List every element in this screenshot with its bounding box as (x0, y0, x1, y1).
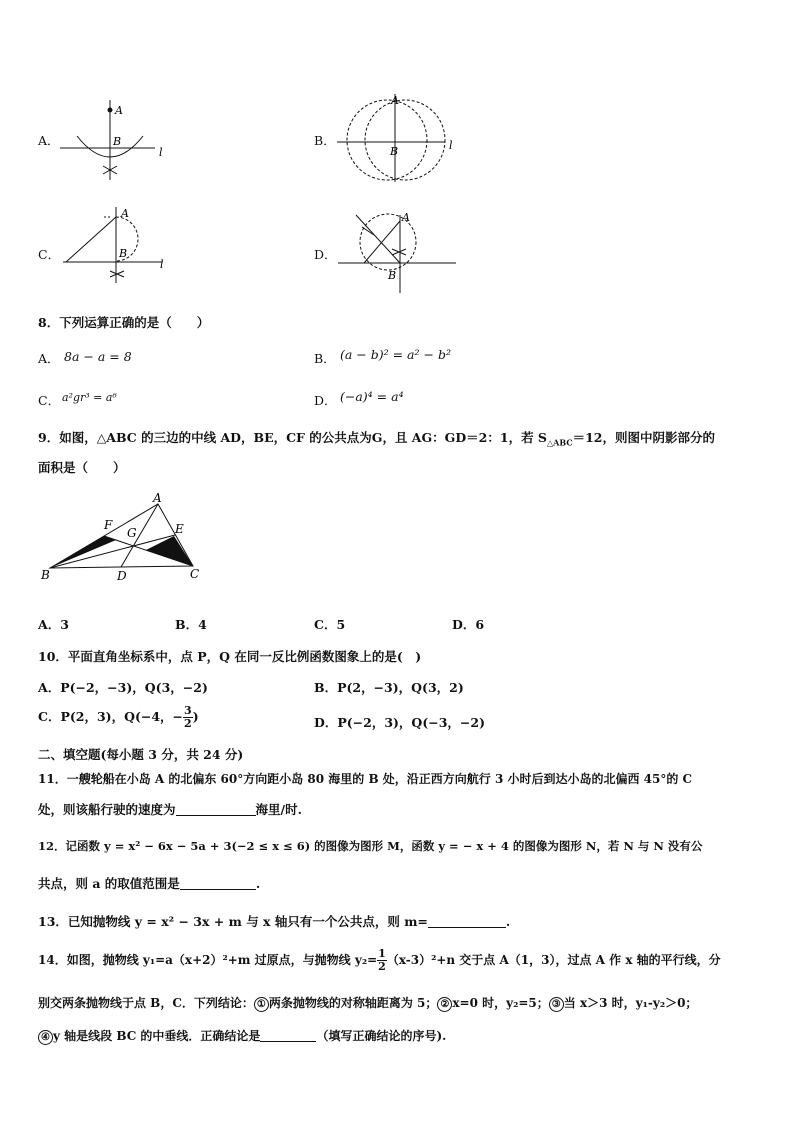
q14-answer-blank[interactable] (260, 1029, 316, 1042)
q7-c-line-l: l (160, 258, 164, 271)
q10-option-a: A．P(−2，−3)，Q(3，−2) (38, 680, 208, 695)
section-2-heading: 二、填空题(每小题 3 分，共 24 分) (38, 747, 244, 762)
q9-label-a: A (153, 491, 162, 505)
q7-figure-c (58, 205, 178, 285)
q7-option-b-label: B． (314, 133, 336, 148)
q14-circled-2: ② (437, 997, 452, 1012)
q14-line3: ④ y 轴是线段 BC 的中垂线．正确结论是 （填写正确结论的序号). (38, 1027, 446, 1045)
q8-option-c-label: C． (38, 393, 61, 408)
q14-line2: 别交两条抛物线于点 B，C．下列结论： ① 两条抛物线的对称轴距离为 5； ② x=0 时，y₂=5； ③ 当 x＞3 时，y₁-y₂＞0； (38, 996, 698, 1010)
q9-label-f: F (104, 518, 113, 532)
q12-line2: 共点，则 a 的取值范围是 . (38, 876, 261, 891)
q9-option-a: A．3 (38, 617, 69, 632)
q10-stem: 10．平面直角坐标系中，点 P，Q 在同一反比例函数图象上的是( ) (38, 649, 422, 664)
q10-c-fraction: $\frac{3}{2}$ (184, 704, 192, 730)
q9-label-b: B (41, 568, 50, 582)
q7-c-point-a: A (121, 207, 129, 220)
q7-option-a-label: A． (38, 133, 60, 148)
q9-area-subscript: △ABC (546, 437, 573, 448)
q7-a-line-l: l (159, 146, 163, 159)
q8-option-a-expr: 8a − a = 8 (64, 349, 132, 364)
q7-a-point-b: B (113, 135, 122, 148)
q7-b-line-l: l (449, 139, 453, 152)
q9-label-c: C (190, 567, 200, 581)
q10-option-d: D．P(−2，3)，Q(−3，−2) (314, 715, 485, 730)
q9-label-d: D (117, 569, 127, 582)
q11-line2: 处，则该船行驶的速度为 海里/时. (38, 802, 302, 817)
q8-option-d-label: D． (314, 393, 337, 408)
q8-option-b-expr: (a − b)² = a² − b² (340, 347, 451, 362)
q11-answer-blank[interactable] (176, 803, 256, 816)
q8-option-a-label: A． (38, 351, 60, 366)
q7-b-point-a: A (391, 94, 399, 107)
q9-label-g: G (127, 526, 137, 540)
q8-option-b-label: B． (314, 351, 336, 366)
q7-a-point-a: A (115, 104, 123, 117)
q12-answer-blank[interactable] (180, 877, 256, 890)
q13-answer-blank[interactable] (428, 915, 506, 928)
q7-b-point-b: B (390, 145, 399, 158)
q8-option-d-expr: (−a)⁴ = a⁴ (340, 389, 404, 404)
q7-c-point-b: B (119, 247, 128, 260)
q14-line1: 14．如图，抛物线 y₁=a（x+2）²+m 过原点，与抛物线 y₂= $\frac{1}{2}$ （x-3）²+n 交于点 A（1，3），过点 A 作 x 轴的平行线，分 (38, 947, 721, 973)
q9-stem-line2: 面积是（ ） (38, 460, 126, 475)
q13-line: 13．已知抛物线 y = x² − 3x + m 与 x 轴只有一个公共点，则 m= . (38, 914, 511, 929)
q7-figure-a (55, 98, 175, 182)
q9-option-b: B．4 (175, 617, 207, 632)
q9-option-c: C．5 (314, 617, 346, 632)
q12-line1: 12．记函数 y = x² − 6x − 5a + 3(−2 ≤ x ≤ 6) 的图像为图形 M，函数 y = − x + 4 的图像为图形 N，若 N 与 N 没有公 (38, 839, 703, 853)
q11-line1: 11．一艘轮船在小岛 A 的北偏东 60°方向距小岛 80 海里的 B 处，沿正西方向航行 3 小时后到达小岛的北偏西 45°的 C (38, 772, 693, 786)
q7-d-point-a: A (402, 211, 410, 224)
q9-stem-line1: 9．如图，△ABC 的三边的中线 AD，BE，CF 的公共点为G，且 AG：GD＝2：1，若 $S_{\triangle ABC}=12$，则图中阴影部分的 (38, 430, 716, 448)
q9-label-e: E (175, 522, 184, 536)
q9-triangle-figure (38, 490, 213, 582)
q14-fraction: $\frac{1}{2}$ (378, 947, 386, 973)
q9-option-d: D．6 (452, 617, 485, 632)
q7-option-c-label: C． (38, 247, 61, 262)
q10-option-b: B．P(2，−3)，Q(3，2) (314, 680, 464, 695)
q14-circled-3: ③ (549, 997, 564, 1012)
q7-d-point-b: B (388, 269, 397, 282)
q8-stem: 8．下列运算正确的是（ ） (38, 315, 210, 330)
q7-figure-d (336, 205, 456, 297)
q7-figure-b (335, 92, 465, 184)
q10-option-c: C．P(2，3)，Q(−4，− $\frac{3}{2}$ ) (38, 704, 199, 730)
q14-circled-4: ④ (38, 1030, 53, 1045)
q7-option-d-label: D． (314, 247, 337, 262)
q8-option-c-expr: a²gr³ = a⁶ (62, 391, 117, 404)
q14-circled-1: ① (254, 997, 269, 1012)
